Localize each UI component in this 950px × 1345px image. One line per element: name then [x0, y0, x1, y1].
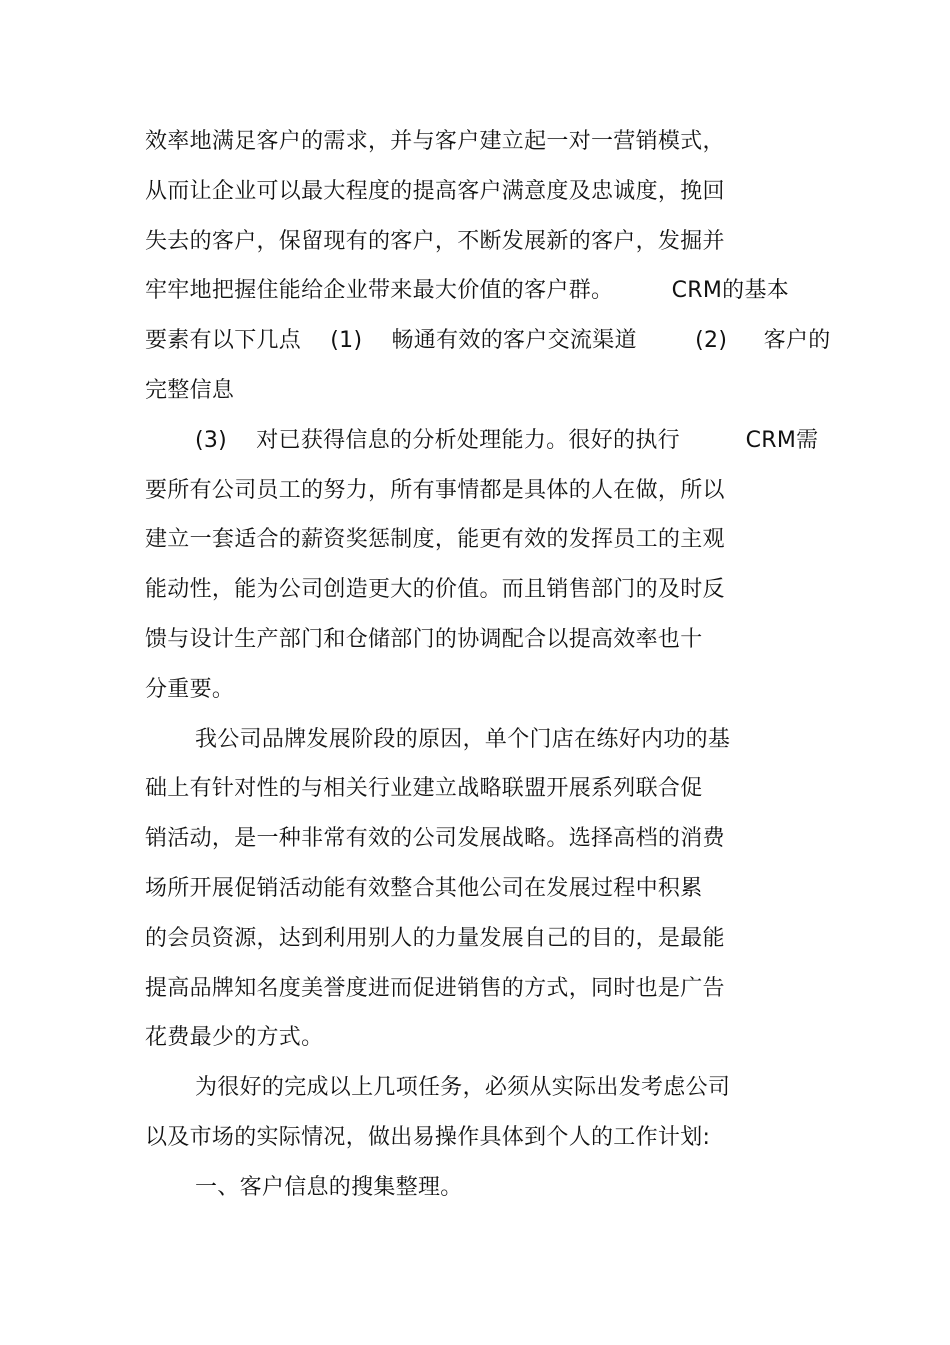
text-line: 要所有公司员工的努力，所有事情都是具体的人在做，所以: [145, 478, 725, 503]
section-heading: 一、客户信息的搜集整理。: [195, 1175, 463, 1200]
paragraph-first-line: 为很好的完成以上几项任务，必须从实际出发考虑公司: [195, 1075, 731, 1100]
text-line: 场所开展促销活动能有效整合其他公司在发展过程中积累: [145, 876, 703, 901]
text-line: 的会员资源，达到利用别人的力量发展自己的目的，是最能: [145, 926, 725, 951]
text-line: 馈与设计生产部门和仓储部门的协调配合以提高效率也十: [145, 627, 703, 652]
text-line: 完整信息: [145, 378, 235, 403]
text-line: 建立一套适合的薪资奖惩制度，能更有效的发挥员工的主观: [145, 527, 725, 552]
text-line: 牢牢地把握住能给企业带来最大价值的客户群。 CRM的基本: [145, 278, 790, 303]
paragraph-first-line: (3) 对已获得信息的分析处理能力。很好的执行 CRM需: [195, 428, 819, 453]
text-line: 效率地满足客户的需求，并与客户建立起一对一营销模式，: [145, 129, 725, 154]
text-line: 提高品牌知名度美誉度进而促进销售的方式，同时也是广告: [145, 976, 725, 1001]
text-line: 从而让企业可以最大程度的提高客户满意度及忠诚度，挽回: [145, 179, 725, 204]
text-line: 础上有针对性的与相关行业建立战略联盟开展系列联合促: [145, 776, 703, 801]
text-line: 要素有以下几点 (1) 畅通有效的客户交流渠道 (2) 客户的: [145, 328, 831, 353]
text-line: 能动性，能为公司创造更大的价值。而且销售部门的及时反: [145, 577, 725, 602]
text-line: 以及市场的实际情况，做出易操作具体到个人的工作计划:: [145, 1125, 711, 1150]
text-line: 分重要。: [145, 677, 235, 702]
text-line: 花费最少的方式。: [145, 1025, 324, 1050]
paragraph-first-line: 我公司品牌发展阶段的原因，单个门店在练好内功的基: [195, 727, 731, 752]
text-line: 失去的客户，保留现有的客户，不断发展新的客户，发掘并: [145, 229, 725, 254]
text-line: 销活动，是一种非常有效的公司发展战略。选择高档的消费: [145, 826, 725, 851]
